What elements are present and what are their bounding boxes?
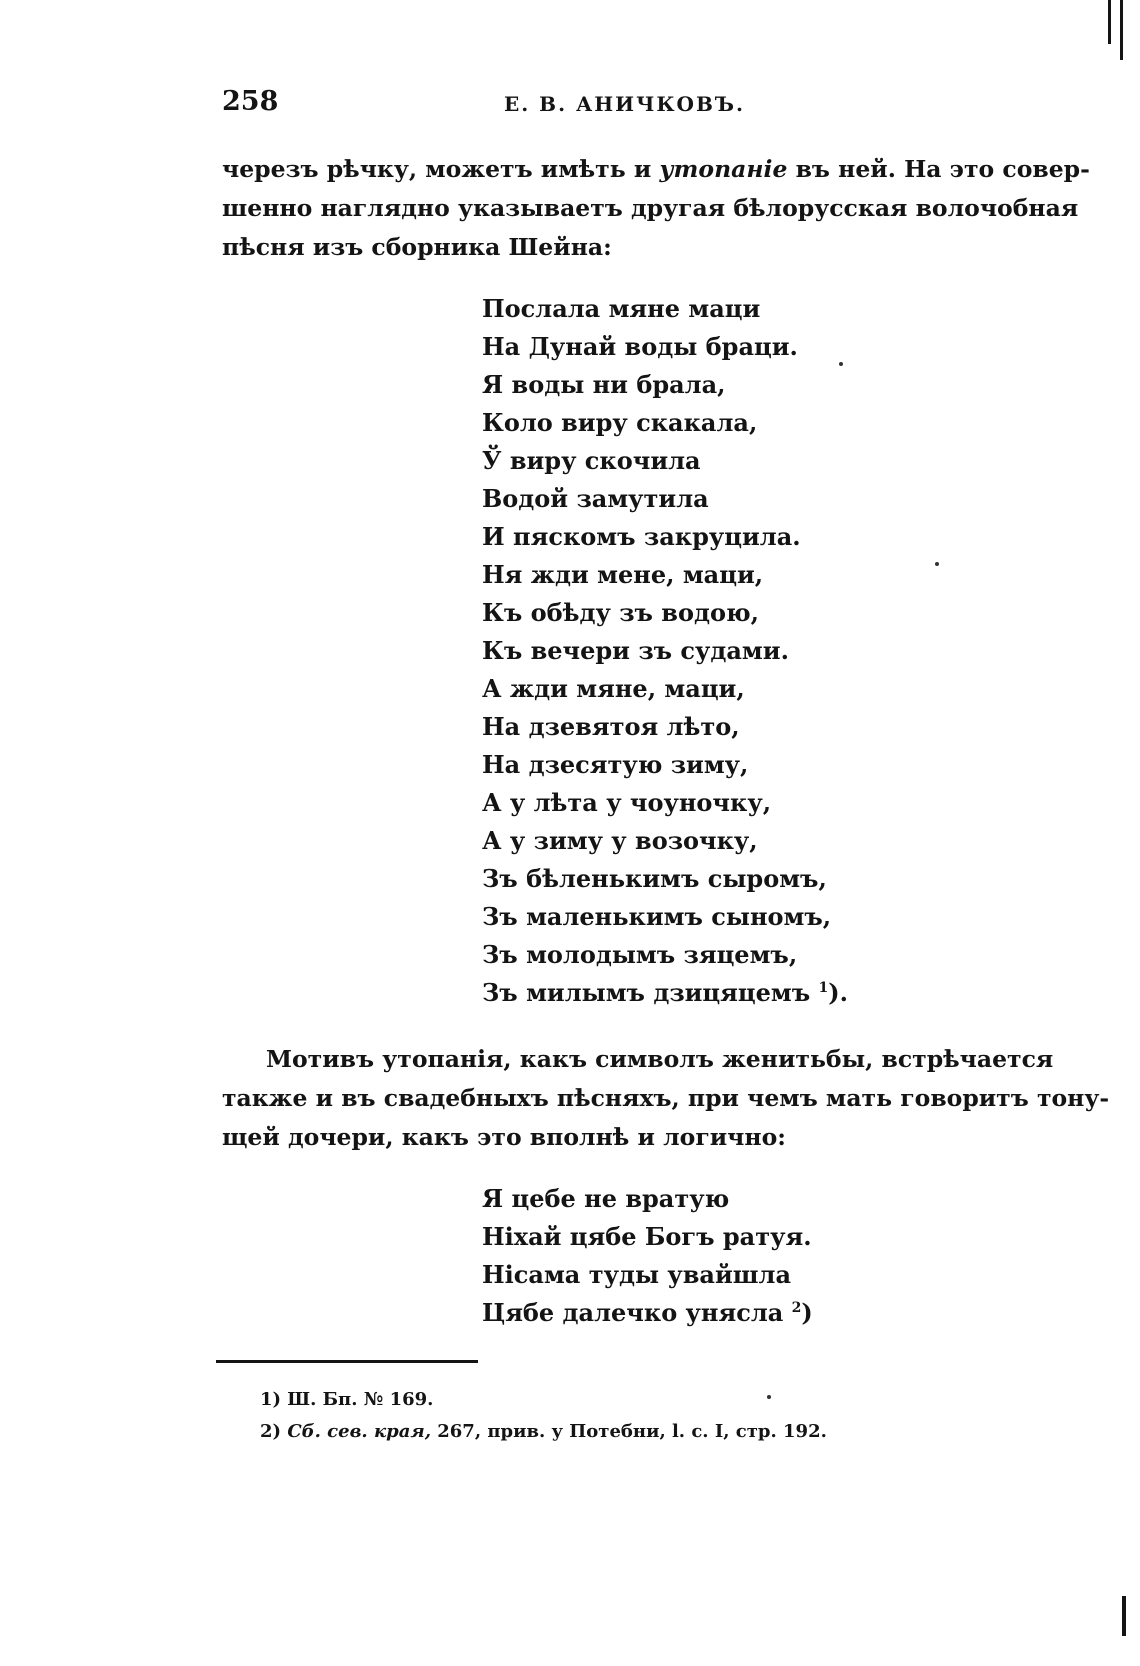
text-line: Мотивъ утопанія, какъ символъ женитьбы, встрѣчается <box>266 1045 1054 1073</box>
verse-line: Зъ маленькимъ сыномъ, <box>482 902 832 931</box>
emphasis: утопаніе <box>659 155 788 183</box>
footnote-1: 1) Ш. Бп. № 169. <box>260 1389 434 1410</box>
verse-line: Цябе далечко унясла $^2$) <box>482 1298 813 1327</box>
text-line: шенно наглядно указываетъ другая бѣлорусская волочобная <box>222 194 1079 222</box>
verse-line: Водой замутила <box>482 484 709 513</box>
verse-line: Коло виру скакала, <box>482 408 758 437</box>
footnote-rule <box>216 1360 478 1363</box>
verse-line: Къ вечери зъ судами. <box>482 636 789 665</box>
verse-line: А у лѣта у чоуночку, <box>482 788 772 817</box>
running-head: Е. В. АНИЧКОВЪ. <box>504 92 745 116</box>
footnote-ref: 2 <box>791 1300 802 1316</box>
scan-edge-mark <box>1122 1596 1126 1636</box>
verse-line: Къ обѣду зъ водою, <box>482 598 759 627</box>
verse-line: Зъ бѣленькимъ сыромъ, <box>482 864 827 893</box>
verse-block-1 <box>482 290 848 1012</box>
verse-line: Зъ милымъ дзицяцемъ $^1$). <box>482 978 848 1007</box>
print-speck <box>935 562 939 566</box>
verse-line: Зъ молодымъ зяцемъ, <box>482 940 798 969</box>
verse-line: А у зиму у возочку, <box>482 826 758 855</box>
footnote-ref: 1 <box>818 980 829 996</box>
page-number: 258 <box>222 86 279 117</box>
verse-line: Ў виру скочила <box>482 446 701 475</box>
verse-line: Я цебе не вратую <box>482 1184 730 1213</box>
verse-line: На дзевятоя лѣто, <box>482 712 740 741</box>
paragraph-1 <box>222 150 1090 267</box>
text-line: пѣсня изъ сборника Шейна: <box>222 233 612 261</box>
text-line: также и въ свадебныхъ пѣсняхъ, при чемъ мать говоритъ тону- <box>222 1084 1110 1112</box>
verse-line: И пяскомъ закруцила. <box>482 522 801 551</box>
footnote-source: Сб. сев. края, <box>287 1421 431 1442</box>
verse-line: Послала мяне маци <box>482 294 761 323</box>
verse-line: Ня жди мене, маци, <box>482 560 764 589</box>
scan-edge-mark <box>1120 0 1123 60</box>
footnotes <box>260 1384 827 1448</box>
verse-block-2 <box>482 1180 813 1332</box>
verse-line: Нісама туды увайшла <box>482 1260 792 1289</box>
verse-line: На Дунай воды браци. <box>482 332 798 361</box>
footnote-2: 2) Сб. сев. края, 267, прив. у Потебни, l. c. I, стр. 192. <box>260 1421 827 1442</box>
page-header <box>222 86 1014 126</box>
verse-line: На дзесятую зиму, <box>482 750 749 779</box>
scan-edge-mark <box>1108 0 1111 44</box>
verse-line: Я воды ни брала, <box>482 370 726 399</box>
verse-line: Ніхай цябе Богъ ратуя. <box>482 1222 812 1251</box>
verse-line: А жди мяне, маци, <box>482 674 745 703</box>
paragraph-2 <box>222 1040 1110 1157</box>
text-line: щей дочери, какъ это вполнѣ и логично: <box>222 1123 786 1151</box>
text-line: черезъ рѣчку, можетъ имѣть и утопаніе въ ней. На это совер- <box>222 155 1090 183</box>
